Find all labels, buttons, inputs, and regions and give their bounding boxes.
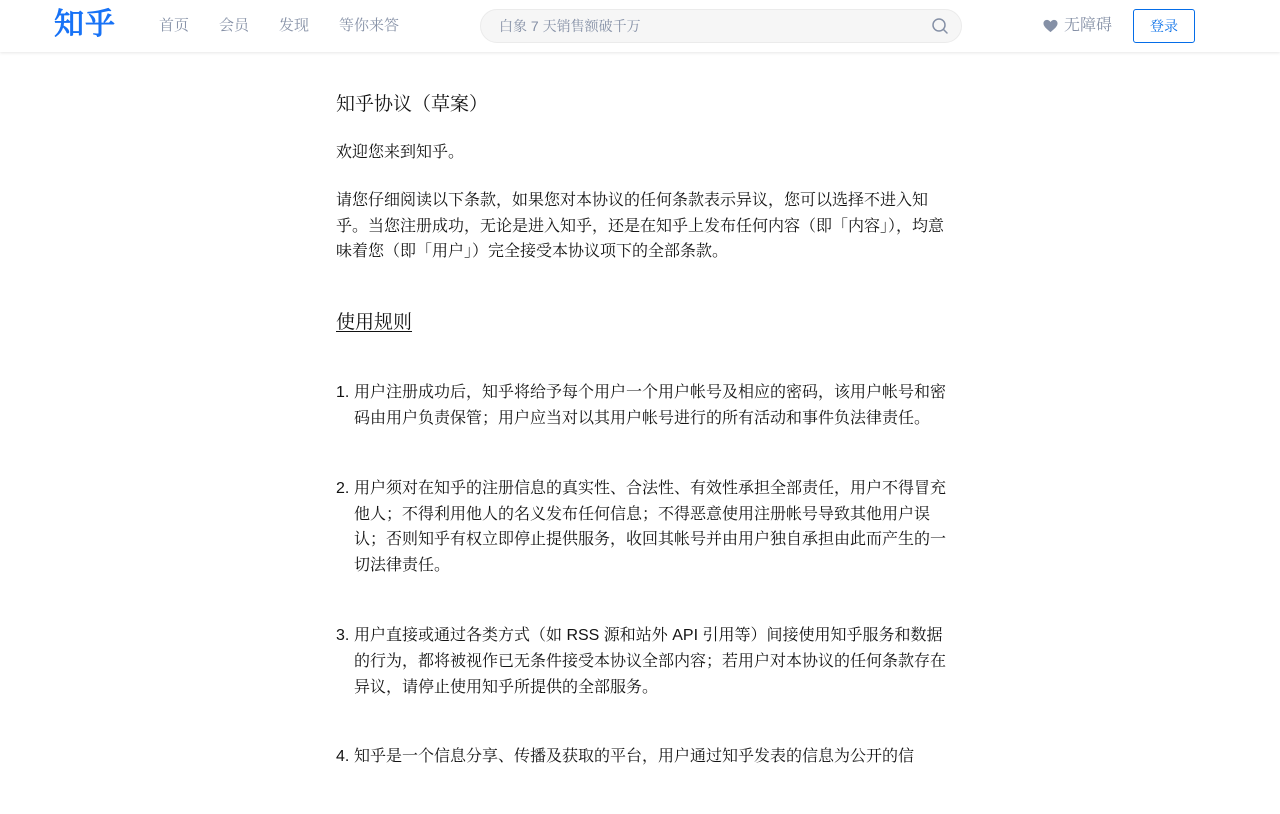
- rule-text: 用户注册成功后，知乎将给予每个用户一个用户帐号及相应的密码，该用户帐号和密码由用户负责保管；用户应当对以其用户帐号进行的所有活动和事件负法律责任。: [354, 384, 947, 427]
- nav-discover[interactable]: 发现: [279, 17, 310, 34]
- list-item: [336, 744, 946, 770]
- rule-number: 2.: [336, 479, 350, 497]
- accessibility-label: 无障碍: [1064, 17, 1113, 34]
- search-icon[interactable]: [931, 17, 949, 35]
- section-title-usage-rules: 使用规则: [336, 312, 413, 334]
- nav-membership[interactable]: 会员: [219, 17, 250, 34]
- heart-icon: [1043, 19, 1058, 33]
- accessibility-button[interactable]: [1043, 15, 1112, 37]
- welcome-text: 欢迎您来到知乎。: [336, 144, 465, 161]
- zhihu-logo[interactable]: 知乎: [54, 7, 116, 42]
- main-nav: [159, 16, 429, 36]
- intro-paragraph: 请您仔细阅读以下条款，如果您对本协议的任何条款表示异议，您可以选择不进入知乎。当您注册成功，无论是进入知乎，还是在知乎上发布任何内容（即「内容」），均意味着您（即「用户」）完全接受本协议项下的全部条款。: [336, 191, 945, 261]
- rule-text: 用户直接或通过各类方式（如 RSS 源和站外 API 引用等）间接使用知乎服务和数据的行为，都将被视作已无条件接受本协议全部内容；若用户对本协议的任何条款存在异议，请停止使用知乎所提供的全部服务。: [354, 626, 947, 696]
- login-button[interactable]: 登录: [1133, 9, 1195, 43]
- rule-number: 3.: [336, 626, 350, 644]
- rules-list: [336, 380, 946, 770]
- rule-text: 用户须对在知乎的注册信息的真实性、合法性、有效性承担全部责任，用户不得冒充他人；不得利用他人的名义发布任何信息；不得恶意使用注册帐号导致其他用户误认；否则知乎有权立即停止提供服务，收回其帐号并由用户独自承担由此而产生的一切法律责任。: [354, 479, 947, 575]
- rule-number: 1.: [336, 384, 350, 402]
- document-title: 知乎协议（草案）: [336, 94, 489, 115]
- list-item: [336, 380, 946, 432]
- list-item: [336, 476, 946, 579]
- nav-home[interactable]: 首页: [159, 17, 190, 34]
- list-item: [336, 623, 946, 700]
- rule-text: 知乎是一个信息分享、传播及获取的平台，用户通过知乎发表的信息为公开的信: [354, 748, 915, 766]
- search-input[interactable]: [497, 10, 917, 42]
- top-navbar: [0, 0, 1280, 52]
- agreement-document: [336, 52, 946, 814]
- search-box: [480, 9, 962, 43]
- nav-waiting-answers[interactable]: 等你来答: [339, 17, 400, 34]
- rule-number: 4.: [336, 748, 350, 766]
